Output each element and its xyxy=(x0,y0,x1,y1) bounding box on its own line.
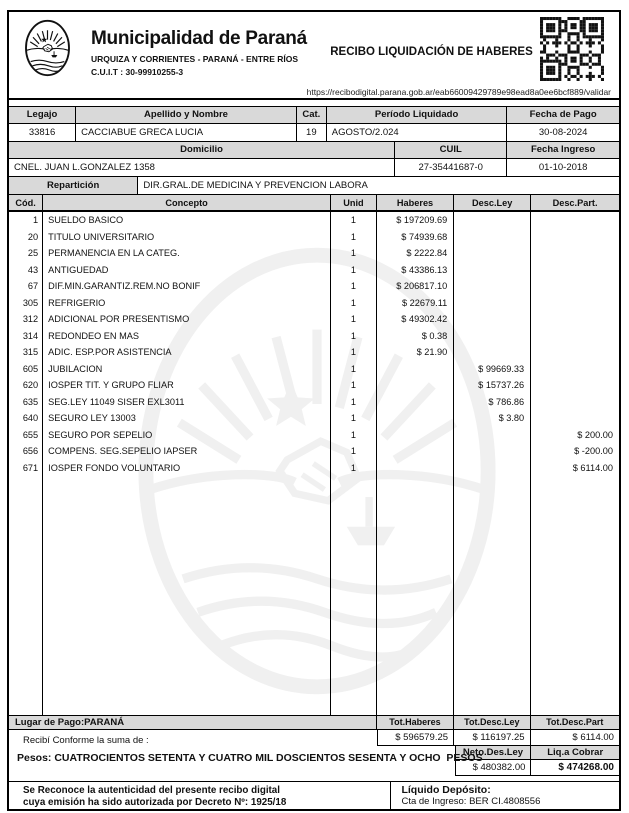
concept-code: 605 xyxy=(9,361,43,378)
liq-a-cobrar-header: Liq.a Cobrar xyxy=(531,746,619,760)
concept-desc-part xyxy=(531,212,619,229)
concept-label: DIF.MIN.GARANTIZ.REM.NO BONIF xyxy=(43,278,331,295)
amount-in-words: Pesos: CUATROCIENTOS SETENTA Y CUATRO MIL DOSCIENTOS SESENTA Y OCHO PESOS xyxy=(17,752,483,764)
period-header: Período Liquidado xyxy=(327,107,508,123)
municipality-logo xyxy=(24,19,71,77)
name-value: CACCIABUE GRECA LUCIA xyxy=(76,124,297,141)
concept-desc-part: $ 200.00 xyxy=(577,429,613,440)
tot-desc-ley-header: Tot.Desc.Ley xyxy=(454,716,531,730)
concept-haberes xyxy=(377,443,454,460)
concepts-table xyxy=(9,195,619,715)
tot-desc-ley-value: $ 116197.25 xyxy=(454,730,531,746)
concept-code: 314 xyxy=(9,328,43,345)
tot-desc-part-header: Tot.Desc.Part xyxy=(531,716,619,730)
deposit-label: Líquido Depósito: xyxy=(401,784,491,796)
concept-row xyxy=(9,262,619,279)
neto-des-ley-header: Neto.Des.Ley xyxy=(456,746,532,760)
concept-code: 635 xyxy=(9,394,43,411)
concept-unit: 1 xyxy=(331,394,377,411)
tot-desc-part-value: $ 6114.00 xyxy=(531,730,619,746)
concept-row xyxy=(9,328,619,345)
concept-haberes: $ 22679.11 xyxy=(377,295,454,312)
concept-label: SEGURO LEY 13003 xyxy=(43,410,331,427)
concept-unit: 1 xyxy=(331,229,377,246)
concept-row xyxy=(9,295,619,312)
concept-label: REDONDEO EN MAS xyxy=(43,328,331,345)
concept-unit: 1 xyxy=(331,311,377,328)
concept-haberes xyxy=(377,410,454,427)
concept-code: 620 xyxy=(9,377,43,394)
concept-unit: 1 xyxy=(331,361,377,378)
receipt-page xyxy=(7,10,621,811)
concept-haberes xyxy=(377,361,454,378)
received-in-conformity: Recibí Conforme la suma de : xyxy=(23,735,149,746)
info-header-row-1 xyxy=(9,107,619,124)
concept-desc-ley xyxy=(454,443,531,460)
concept-unit: 1 xyxy=(331,410,377,427)
concept-desc-ley: $ 3.80 xyxy=(454,410,531,427)
concept-label: ADICIONAL POR PRESENTISMO xyxy=(43,311,331,328)
authenticity-line-2: cuya emisión ha sido autorizada por Decreto Nº: 1925/18 xyxy=(23,797,287,808)
place-of-payment: Lugar de Pago:PARANÁ xyxy=(9,716,377,730)
concept-rows xyxy=(9,212,619,476)
org-address: URQUIZA Y CORRIENTES - PARANÁ - ENTRE RÍOS xyxy=(91,54,299,64)
concept-haberes: $ 0.38 xyxy=(377,328,454,345)
concept-desc-part xyxy=(531,295,619,312)
concept-desc-part xyxy=(531,262,619,279)
concept-desc-ley: $ 786.86 xyxy=(454,394,531,411)
tot-haberes-value: $ 596579.25 xyxy=(377,730,454,746)
concept-desc-ley xyxy=(454,245,531,262)
desc-ley-header: Desc.Ley xyxy=(454,195,531,210)
pay-date-value: 30-08-2024 xyxy=(538,127,588,138)
org-name: Municipalidad de Paraná xyxy=(91,28,307,49)
concept-desc-ley xyxy=(454,311,531,328)
concept-code: 43 xyxy=(9,262,43,279)
totals-section xyxy=(9,715,619,776)
concept-code: 312 xyxy=(9,311,43,328)
totals-header-row xyxy=(377,716,619,730)
concept-row xyxy=(9,361,619,378)
concept-label: JUBILACION xyxy=(43,361,331,378)
concept-label: ANTIGUEDAD xyxy=(43,262,331,279)
concept-haberes: $ 49302.42 xyxy=(377,311,454,328)
deposit-box xyxy=(391,782,619,810)
info-value-row-1 xyxy=(9,124,619,142)
concept-label: SEGURO POR SEPELIO xyxy=(43,427,331,444)
concept-unit: 1 xyxy=(331,344,377,361)
concept-label: PERMANENCIA EN LA CATEG. xyxy=(43,245,331,262)
legajo-header: Legajo xyxy=(9,107,76,123)
info-header-row-2 xyxy=(9,142,619,159)
concept-desc-part: $ 6114.00 xyxy=(572,462,613,473)
deposit-account: Cta de Ingreso: BER CI.4808556 xyxy=(401,796,541,807)
concept-code: 671 xyxy=(9,460,43,477)
code-header: Cód. xyxy=(9,195,43,210)
concept-haberes xyxy=(377,460,454,477)
concept-label: SUELDO BASICO xyxy=(43,212,331,229)
name-header: Apellido y Nombre xyxy=(76,107,297,123)
concept-desc-part xyxy=(531,328,619,345)
concept-label: ADIC. ESP.POR ASISTENCIA xyxy=(43,344,331,361)
concept-desc-part xyxy=(531,394,619,411)
desc-part-header: Desc.Part. xyxy=(531,195,619,210)
concept-desc-ley xyxy=(454,344,531,361)
concept-haberes: $ 74939.68 xyxy=(377,229,454,246)
concept-haberes xyxy=(377,427,454,444)
concept-desc-ley xyxy=(454,278,531,295)
concept-code: 315 xyxy=(9,344,43,361)
concept-row xyxy=(9,377,619,394)
concept-header: Concepto xyxy=(43,195,331,210)
concept-row xyxy=(9,229,619,246)
concept-desc-ley xyxy=(454,212,531,229)
concept-haberes: $ 43386.13 xyxy=(377,262,454,279)
concept-label: SEG.LEY 11049 SISER EXL3011 xyxy=(43,394,331,411)
org-cuit: C.U.I.T : 30-99910255-3 xyxy=(91,67,184,77)
concept-code: 656 xyxy=(9,443,43,460)
haberes-header: Haberes xyxy=(377,195,454,210)
concept-haberes: $ 2222.84 xyxy=(377,245,454,262)
employee-info-table xyxy=(9,106,619,195)
document-title: RECIBO LIQUIDACIÓN DE HABERES xyxy=(330,46,533,58)
entry-date-value: 01-10-2018 xyxy=(538,162,588,173)
concept-label: REFRIGERIO xyxy=(43,295,331,312)
concept-row xyxy=(9,311,619,328)
concept-code: 67 xyxy=(9,278,43,295)
address-value: CNEL. JUAN L.GONZALEZ 1358 xyxy=(9,159,395,176)
concept-row xyxy=(9,212,619,229)
concept-desc-part xyxy=(531,361,619,378)
concept-row xyxy=(9,443,619,460)
concept-code: 1 xyxy=(9,212,43,229)
neto-des-ley-value: $ 480382.00 xyxy=(456,760,532,776)
cuil-value: 27-35441687-0 xyxy=(395,159,507,176)
receipt-header xyxy=(9,12,619,100)
period-value: AGOSTO/2.024 xyxy=(327,124,508,141)
concept-unit: 1 xyxy=(331,212,377,229)
concept-desc-part xyxy=(531,311,619,328)
unit-header: Unid xyxy=(331,195,377,210)
concept-desc-ley: $ 99669.33 xyxy=(454,361,531,378)
info-value-row-2 xyxy=(9,159,619,177)
concept-desc-part: $ -200.00 xyxy=(574,446,613,456)
concept-code: 640 xyxy=(9,410,43,427)
cuil-header: CUIL xyxy=(395,142,507,158)
concept-label: TITULO UNIVERSITARIO xyxy=(43,229,331,246)
concept-desc-ley xyxy=(454,427,531,444)
concept-desc-part xyxy=(531,278,619,295)
concept-desc-ley xyxy=(454,460,531,477)
concept-unit: 1 xyxy=(331,278,377,295)
concept-row xyxy=(9,394,619,411)
address-header: Domicilio xyxy=(9,142,395,158)
concept-label: IOSPER TIT. Y GRUPO FLIAR xyxy=(43,377,331,394)
concept-desc-ley xyxy=(454,262,531,279)
concept-row xyxy=(9,460,619,477)
department-header: Repartición xyxy=(9,177,138,194)
concept-unit: 1 xyxy=(331,295,377,312)
concept-unit: 1 xyxy=(331,460,377,477)
liq-a-cobrar-value: $ 474268.00 xyxy=(531,760,619,776)
concept-haberes xyxy=(377,394,454,411)
concepts-header-row xyxy=(9,195,619,212)
concept-code: 305 xyxy=(9,295,43,312)
totals-value-row xyxy=(377,730,619,746)
concept-label: IOSPER FONDO VOLUNTARIO xyxy=(43,460,331,477)
concept-desc-part xyxy=(531,410,619,427)
concept-row xyxy=(9,410,619,427)
department-value: DIR.GRAL.DE MEDICINA Y PREVENCION LABORA xyxy=(143,180,368,191)
concept-code: 20 xyxy=(9,229,43,246)
cat-header: Cat. xyxy=(297,107,327,123)
concept-unit: 1 xyxy=(331,377,377,394)
concept-unit: 1 xyxy=(331,262,377,279)
concept-code: 25 xyxy=(9,245,43,262)
concept-unit: 1 xyxy=(331,443,377,460)
concept-haberes xyxy=(377,377,454,394)
concept-unit: 1 xyxy=(331,245,377,262)
concept-desc-ley xyxy=(454,328,531,345)
pay-date-header: Fecha de Pago xyxy=(507,107,619,123)
concept-haberes: $ 206817.10 xyxy=(377,278,454,295)
tot-haberes-header: Tot.Haberes xyxy=(377,716,454,730)
concept-row xyxy=(9,245,619,262)
bottom-section xyxy=(9,781,619,810)
concept-desc-part xyxy=(531,344,619,361)
concept-haberes: $ 21.90 xyxy=(377,344,454,361)
qr-code xyxy=(540,17,604,81)
concept-desc-ley: $ 15737.26 xyxy=(454,377,531,394)
legajo-value: 33816 xyxy=(9,124,76,141)
concept-label: COMPENS. SEG.SEPELIO IAPSER xyxy=(43,443,331,460)
cat-value: 19 xyxy=(297,124,327,141)
concept-row xyxy=(9,427,619,444)
concept-row xyxy=(9,344,619,361)
validation-url: https://recibodigital.parana.gob.ar/eab66009429789e98ead8a0ee6bcf889/validar xyxy=(306,87,611,97)
concept-desc-ley xyxy=(454,229,531,246)
department-row xyxy=(9,177,619,195)
entry-date-header: Fecha Ingreso xyxy=(507,142,619,158)
concept-desc-part xyxy=(531,245,619,262)
concept-haberes: $ 197209.69 xyxy=(377,212,454,229)
concept-desc-part xyxy=(531,377,619,394)
concept-desc-part xyxy=(531,229,619,246)
concept-unit: 1 xyxy=(331,427,377,444)
concept-code: 655 xyxy=(9,427,43,444)
concepts-empty-space xyxy=(9,476,619,715)
concept-unit: 1 xyxy=(331,328,377,345)
concept-row xyxy=(9,278,619,295)
authenticity-line-1: Se Reconoce la autenticidad del presente recibo digital xyxy=(23,785,280,796)
concept-desc-ley xyxy=(454,295,531,312)
authenticity-box xyxy=(9,782,391,810)
